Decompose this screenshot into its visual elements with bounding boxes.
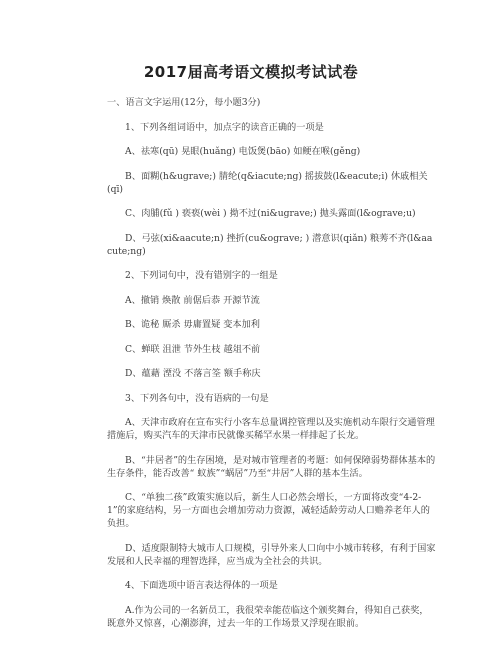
- option-text: B、诡秘 厮杀 毋庸置疑 变本加利: [125, 319, 260, 330]
- question-stem: 3、下列各句中，没有语病的一句是: [125, 392, 269, 404]
- option-text: A、撤销 焕散 前倨后恭 开源节流: [125, 294, 260, 306]
- option-text: A.作为公司的一名新员工，我很荣幸能莅临这个颁奖舞台，得知自己获奖，既意外又惊喜，心潮澎湃，过去一年的工作场景又浮现在眼前。: [107, 604, 429, 629]
- question-stem: 4、下面选项中语言表达得体的一项是: [125, 580, 278, 591]
- question-stem: 1、下列各组词语中，加点字的读音正确的一项是: [125, 121, 324, 133]
- option-text: B、面糊(h&ugrave;) 腈纶(q&iacute;ng) 摇拔鼓(l&eacute;i) 休戚相关(qī): [107, 170, 428, 195]
- option-text: D、弓弦(xi&aacute;n) 挫折(cu&ograve; ) 潜意识(qiǎn) 粮莠不齐(l&aacute;ng): [107, 232, 433, 257]
- page-title: 2017届高考语文模拟考试试卷: [143, 63, 359, 81]
- option-text: D、蕴藉 湮没 不落言筌 额手称庆: [125, 368, 261, 379]
- option-text: C、“单独二孩”政策实施以后，新生人口必然会增长，一方面将改变“4-2-1”的家庭结构，另一方面也会增加劳动力资源，减轻适龄劳动人口赡养老年人的负担。: [107, 492, 430, 529]
- question-stem: 2、下列词句中，没有错别字的一组是: [125, 270, 278, 281]
- option-text: C、肉脯(fǔ ) 亵亵(wèi ) 拗不过(ni&ugrave;) 抛头露面(l&ograve;u): [125, 208, 416, 219]
- option-text: C、蝉联 沮泄 节外生枝 越俎不前: [125, 343, 261, 355]
- document-body: [107, 96, 437, 641]
- option-text: D、适度限制特大城市人口规模，引导外来人口向中小城市转移，有利于国家发展和人民幸福的理智选择，应当成为全社会的共识。: [107, 542, 436, 567]
- option-text: A、祛寒(qū) 晃眼(huǎng) 电饭煲(bāo) 如鲠在喉(gěng): [125, 146, 361, 157]
- option-text: A、天津市政府在宣布实行小客车总量调控管理以及实施机动车限行交通管理措施后，购买汽车的天津市民就像买稀罕水果一样排起了长龙。: [107, 417, 435, 441]
- option-text: B、“井居者”的生存困境，是对城市管理者的考题：如何保障弱势群体基本的生存条件，能否改善“ 蚁族”“蜗居”乃至“井居”人群的基本生活。: [107, 454, 436, 479]
- section-heading: 一、语言文字运用(12分，每小题3分): [107, 97, 261, 108]
